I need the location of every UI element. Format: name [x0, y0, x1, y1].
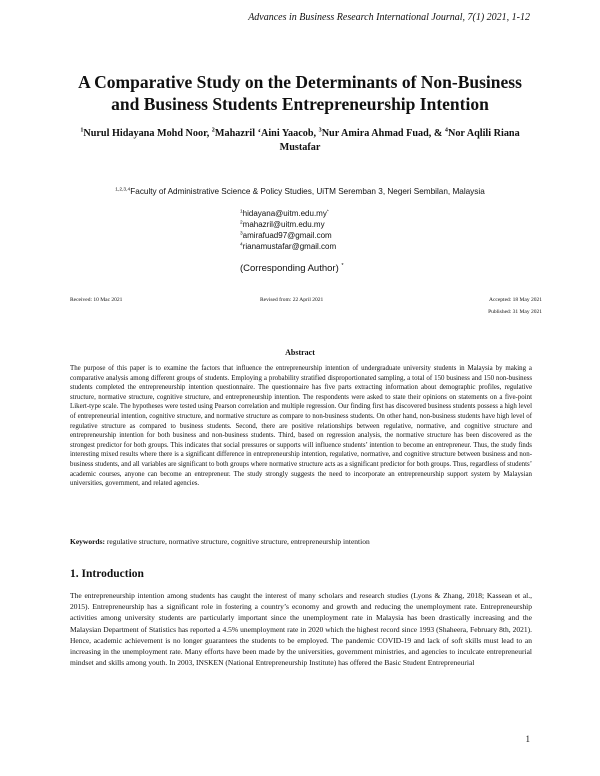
email-list — [240, 208, 336, 252]
revised-date: Revised from: 22 April 2021 — [260, 297, 324, 303]
email-item: $^3$amirafuad97@gmail.com — [240, 231, 332, 240]
author: $^4$Nor Aqlili Riana Mustafar — [279, 127, 520, 153]
journal-header: Advances in Business Research International Journal, 7(1) 2021, 1-12 — [248, 12, 530, 23]
title-line-1: A Comparative Study on the Determinants of Non-Business — [78, 72, 522, 92]
abstract-heading: Abstract — [285, 348, 315, 357]
author: $^2$Mahazril ‘Aini Yaacob, — [211, 127, 319, 139]
accepted-date: Accepted: 18 May 2021 — [489, 297, 542, 303]
email-item: $^2$mahazril@uitm.edu.my — [240, 220, 325, 229]
keywords-label: Keywords: — [70, 537, 105, 546]
page-number: 1 — [525, 734, 530, 744]
email-item: $^1$hidayana@uitm.edu.my* — [240, 209, 329, 218]
author: $^3$Nur Amira Ahmad Fuad, & — [318, 127, 445, 139]
abstract-text: The purpose of this paper is to examine the factors that influence the entrepreneurship intention of undergraduate university students in Malaysia by making a comparative analysis among different groups of students. Employing a probability stratified disproportionated sampling, a total of 150 business and 150 non-business students completed the entrepreneurship intention questionnaire. The questionnaire has five parts extracting information about demographic profiles, regulative structure, normative structure, cognitive structure, and entrepreneurship intention. The respondents were asked to state their opinions on statements on a five-point Likert-type scale. The hypotheses were tested using Pearson correlation and multiple regression. Our finding first has discovered business students possess a high level of entrepreneurial intention, cognitive structure, and normative structure as compare to non-business students. On other hand, non-business students have high level of regulative structure as compared to business students. Second, there are positive relationships between regulative, normative, and cognitive structure and entrepreneurship intention for both business and non-business students. Third, based on regression analysis, the normative structure has been discovered as the strongest predictor for both groups. This indicates that social pressures or supports will influence students’ intention to become an entrepreneur. Thus, the study finds interesting mixed results where there is a significant difference in entrepreneurship intention, regulative, normative, and cognitive structure between business and non-business students, and all variables are significant to both groups where normative structure acts as a significant predictor for both groups. Thus, regardless of students’ academic courses, anyone can become an entrepreneur. The study strongly suggests the need to incorporate an entrepreneurship support system by Malaysian universities, government, and related agencies. — [70, 365, 532, 488]
author: $^1$Nurul Hidayana Mohd Noor, — [80, 127, 212, 139]
corresponding-author-note: (Corresponding Author) * — [240, 262, 344, 274]
published-date: Published: 31 May 2021 — [488, 309, 542, 315]
author-list — [60, 127, 540, 155]
title-line-2: and Business Students Entrepreneurship Intention — [111, 94, 489, 114]
received-date: Received: 10 Mac 2021 — [70, 297, 123, 303]
paper-title — [50, 71, 550, 115]
section-heading: 1. Introduction — [70, 568, 144, 580]
keywords — [70, 537, 532, 546]
keywords-text: regulative structure, normative structure, cognitive structure, entrepreneurship intention — [106, 537, 370, 546]
affiliation: $^{1,2,3,4}$Faculty of Administrative Science & Policy Studies, UiTM Seremban 3, Negeri Sembilan, Malaysia — [115, 187, 485, 196]
email-item: $^4$rianamustafar@gmail.com — [240, 242, 337, 251]
intro-text: The entrepreneurship intention among students has caught the interest of many scholars and research studies (Lyons & Zhang, 2018; Kassean et al., 2015). Entrepreneurship has a significant role in fostering a country’s economy and growth and reducing the unemployment rate. Entrepreneurship activities among university students are particularly important since the unemployment rate in Malaysia has been drastically increasing and the Malaysian Department of Statistics has reported a 4.5% unemployment rate in 2020 which the highest record since 1993 (Shaheera, February 8th, 2021). Hence, academic achievement is no longer guarantees the students to be employed. The pandemic COVID-19 and lack of soft skills must lead to an increasing in the unemployment rate. Many efforts have been made by the universities, government ministries, and agencies to inculcate entrepreneurial mindset and skills among youth. In 2003, INSKEN (National Entrepreneurship Institute) has offered the Basic Student Entrepreneurial — [70, 591, 532, 668]
